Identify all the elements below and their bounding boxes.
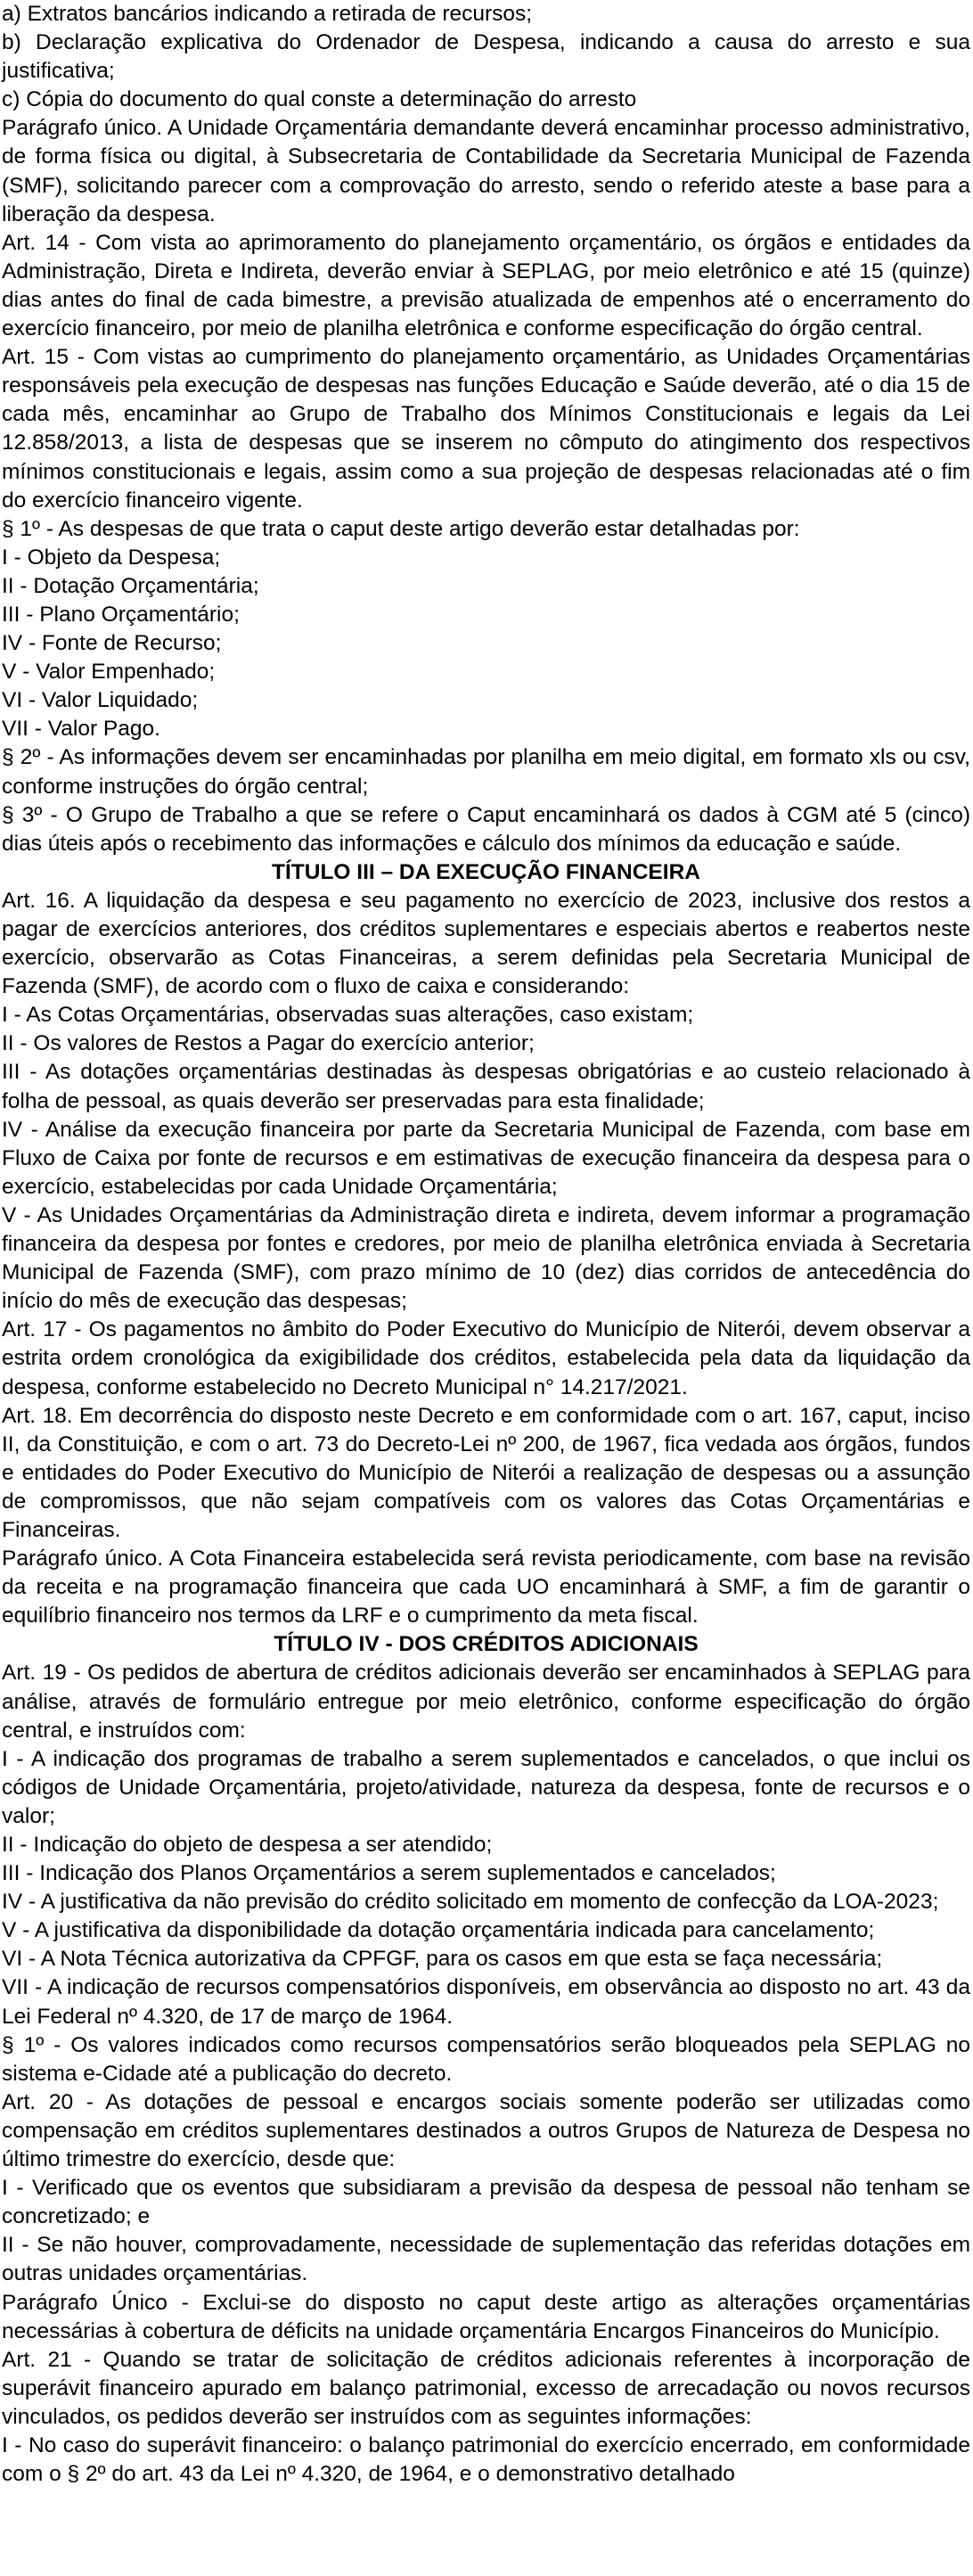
paragraph: § 1º - As despesas de que trata o caput deste artigo deverão estar detalhadas por: (2, 516, 800, 541)
paragraph: III - As dotações orçamentárias destinadas às despesas obrigatórias e ao custeio relacionado à folha de pessoal, as quais deverão ser preservadas para esta finalidade; (2, 1060, 970, 1113)
paragraph: I - Verificado que os eventos que subsidiaram a previsão da despesa de pessoal não tenham se concretizado; e (2, 2176, 970, 2229)
paragraph: Art. 17 - Os pagamentos no âmbito do Poder Executivo do Município de Niterói, devem observar a estrita ordem cronológica da exigibilidade dos créditos, estabelecida pela data da liquidação da despesa, conforme estabelecido no Decreto Municipal n° 14.217/2021. (2, 1317, 970, 1399)
paragraph: Art. 18. Em decorrência do disposto neste Decreto e em conformidade com o art. 167, caput, inciso II, da Constituição, e com o art. 73 do Decreto-Lei nº 200, de 1967, fica vedada aos órgãos, fundos e entidades do Poder Executivo do Município de Niterói a realização de despesas ou a assunção de compromissos, que não sejam compatíveis com os valores das Cotas Orçamentárias e Financeiras. (2, 1403, 970, 1542)
paragraph: Parágrafo único. A Cota Financeira estabelecida será revista periodicamente, com base na revisão da receita e na programação financeira que cada UO encaminhará à SMF, a fim de garantir o equilíbrio financeiro nos termos da LRF e o cumprimento da meta fiscal. (2, 1546, 970, 1628)
paragraph: Art. 16. A liquidação da despesa e seu pagamento no exercício de 2023, inclusive dos restos a pagar de exercícios anteriores, dos créditos suplementares e especiais abertos e reabertos neste exercício, observarão as Cotas Financeiras, a serem definidas pela Secretaria Municipal de Fazenda (SMF), de acordo com o fluxo de caixa e considerando: (2, 888, 970, 999)
paragraph: I - As Cotas Orçamentárias, observadas suas alterações, caso existam; (2, 1003, 694, 1028)
paragraph: III - Indicação dos Planos Orçamentários a serem suplementados e cancelados; (2, 1861, 776, 1886)
paragraph: § 2º - As informações devem ser encaminhadas por planilha em meio digital, em formato xls ou csv, conforme instruções do órgão central; (2, 745, 970, 799)
paragraph: V - A justificativa da disponibilidade da dotação orçamentária indicada para cancelamento; (2, 1918, 875, 1943)
paragraph: II - Indicação do objeto de despesa a ser atendido; (2, 1833, 493, 1857)
paragraph: § 3º - O Grupo de Trabalho a que se refere o Caput encaminhará os dados à CGM até 5 (cinco) dias úteis após o recebimento das informações e cálculo dos mínimos da educação e saúde. (2, 802, 970, 856)
paragraph: Art. 20 - As dotações de pessoal e encargos sociais somente poderão ser utilizadas como compensação em créditos suplementares destinados a outros Grupos de Natureza de Despesa no último trimestre do exercício, desde que: (2, 2089, 970, 2172)
section-heading: TÍTULO III – DA EXECUÇÃO FINANCEIRA (272, 859, 700, 884)
paragraph: VI - A Nota Técnica autorizativa da CPFGF, para os casos em que esta se faça necessária; (2, 1947, 883, 1972)
paragraph: II - Se não houver, comprovadamente, necessidade de suplementação das referidas dotações em outras unidades orçamentárias. (2, 2233, 970, 2286)
paragraph: I - Objeto da Despesa; (2, 545, 221, 570)
paragraph: V - As Unidades Orçamentárias da Administração direta e indireta, devem informar a programação financeira da despesa por fontes e credores, por meio de planilha eletrônica enviada à Secretaria Municipal de Fazenda (SMF), com prazo mínimo de 10 (dez) dias corridos de antecedência do início do mês de execução das despesas; (2, 1202, 970, 1314)
paragraph: V - Valor Empenhado; (2, 660, 216, 685)
paragraph: II - Os valores de Restos a Pagar do exercício anterior; (2, 1031, 535, 1056)
paragraph: VI - Valor Liquidado; (2, 688, 199, 713)
paragraph: IV - Análise da execução financeira por parte da Secretaria Municipal de Fazenda, com base em Fluxo de Caixa por fonte de recursos e em estimativas de execução financeira da despesa para o exercício, estabelecidas por cada Unidade Orçamentária; (2, 1117, 970, 1199)
paragraph: II - Dotação Orçamentária; (2, 573, 259, 598)
paragraph: Art. 19 - Os pedidos de abertura de créditos adicionais deverão ser encaminhados à SEPLAG para análise, através de formulário entregue por meio eletrônico, conforme especificação do órgão central, e instruídos com: (2, 1661, 970, 1743)
section-heading: TÍTULO IV - DOS CRÉDITOS ADICIONAIS (274, 1632, 699, 1657)
paragraph: VII - Valor Pago. (2, 717, 160, 742)
paragraph: a) Extratos bancários indicando a retirada de recursos; (2, 2, 533, 26)
paragraph: I - A indicação dos programas de trabalho a serem suplementados e cancelados, o que inclui os códigos de Unidade Orçamentária, projeto/atividade, natureza da despesa, fonte de recursos e o valor; (2, 1746, 970, 1828)
paragraph: Parágrafo único. A Unidade Orçamentária demandante deverá encaminhar processo administrativo, de forma física ou digital, à Subsecretaria de Contabilidade da Secretaria Municipal de Fazenda (SMF), solicitando parecer com a comprovação do arresto, sendo o referido ateste a base para a liberação da despesa. (2, 116, 970, 226)
paragraph: IV - Fonte de Recurso; (2, 631, 222, 656)
paragraph: Parágrafo Único - Exclui-se do disposto no caput deste artigo as alterações orçamentárias necessárias à cobertura de déficits na unidade orçamentária Encargos Financeiros do Município. (2, 2290, 970, 2343)
paragraph: Art. 21 - Quando se tratar de solicitação de créditos adicionais referentes à incorporação de superávit financeiro apurado em balanço patrimonial, excesso de arrecadação ou novos recursos vinculados, os pedidos deverão ser instruídos com as seguintes informações: (2, 2347, 970, 2429)
paragraph: Art. 14 - Com vista ao aprimoramento do planejamento orçamentário, os órgãos e entidades da Administração, Direta e Indireta, deverão enviar à SEPLAG, por meio eletrônico e até 15 (quinze) dias antes do final de cada bimestre, a previsão atualizada de empenhos até o encerramento do exercício financeiro, por meio de planilha eletrônica e conforme especificação do órgão central. (2, 230, 970, 341)
paragraph: c) Cópia do documento do qual conste a determinação do arresto (2, 87, 637, 112)
paragraph: IV - A justificativa da não previsão do crédito solicitado em momento de confecção da LOA-2023; (2, 1890, 939, 1915)
paragraph: § 1º - Os valores indicados como recursos compensatórios serão bloqueados pela SEPLAG no sistema e-Cidade até a publicação do decreto. (2, 2032, 970, 2086)
paragraph: VII - A indicação de recursos compensatórios disponíveis, em observância ao disposto no art. 43 da Lei Federal nº 4.320, de 17 de março de 1964. (2, 1975, 970, 2029)
paragraph: III - Plano Orçamentário; (2, 602, 240, 627)
paragraph: b) Declaração explicativa do Ordenador de Despesa, indicando a causa do arresto e sua justificativa; (2, 30, 970, 84)
paragraph: Art. 15 - Com vistas ao cumprimento do planejamento orçamentário, as Unidades Orçamentárias responsáveis pela execução de despesas nas funções Educação e Saúde deverão, até o dia 15 de cada mês, encaminhar ao Grupo de Trabalho dos Mínimos Constitucionais e legais da Lei 12.858/2013, a lista de despesas que se inserem no cômputo do atingimento dos respectivos mínimos constitucionais e legais, assim como a sua projeção de despesas relacionadas até o fim do exercício financeiro vigente. (2, 345, 970, 513)
paragraph: I - No caso do superávit financeiro: o balanço patrimonial do exercício encerrado, em conformidade com o § 2º do art. 43 da Lei nº 4.320, de 1964, e o demonstrativo detalhado (2, 2432, 970, 2487)
